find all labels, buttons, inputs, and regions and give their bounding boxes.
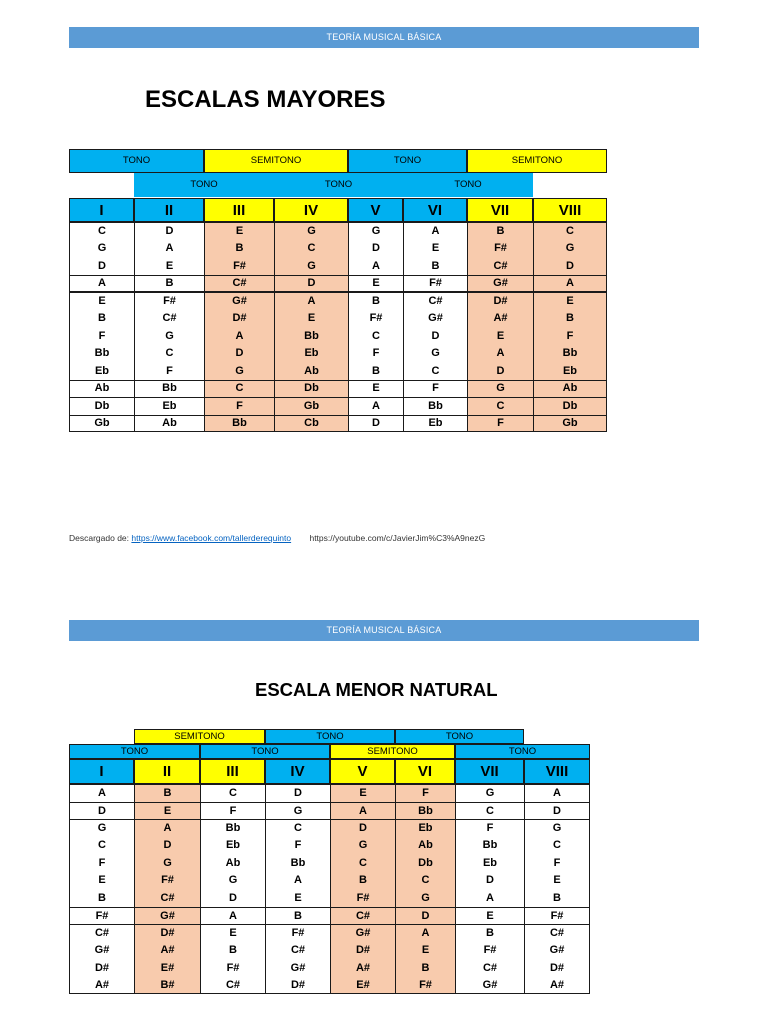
note-cell: D [69,257,134,275]
interval-label: TONO [200,744,330,759]
degree-header: VII [455,759,524,784]
note-cell: C [455,802,524,820]
note-cell: F [348,345,403,363]
note-cell: Bb [533,345,607,363]
interval-label: TONO [69,744,200,759]
note-cell: G [204,362,274,380]
note-cell: Bb [204,415,274,433]
note-cell: E [403,240,467,258]
degree-header: V [330,759,395,784]
note-cell: G# [467,275,533,293]
note-cell: C# [467,257,533,275]
note-cell: G# [265,959,330,977]
note-cell: Eb [274,345,348,363]
note-cell: D# [69,959,134,977]
note-cell: E [134,257,204,275]
note-cell: A [69,784,134,802]
note-cell: C# [69,924,134,942]
note-cell: F [467,415,533,433]
note-cell: D [533,257,607,275]
note-cell: D [204,345,274,363]
note-cell: E [265,889,330,907]
note-cell: A [403,222,467,240]
interval-label: TONO [274,173,403,197]
note-cell: A [455,889,524,907]
note-cell: C [69,837,134,855]
note-cell: F [69,327,134,345]
degree-header: I [69,759,134,784]
note-cell: D# [524,959,590,977]
note-cell: Bb [134,380,204,398]
note-cell: C# [455,959,524,977]
interval-label: TONO [134,173,274,197]
note-cell: B# [134,977,200,995]
note-cell: D [348,415,403,433]
note-cell: B [330,872,395,890]
note-cell: C# [200,977,265,995]
note-cell: B [69,889,134,907]
note-cell: D [134,222,204,240]
note-cell: Bb [403,397,467,415]
note-cell: B [200,942,265,960]
note-cell: G# [403,310,467,328]
note-cell: F# [330,889,395,907]
note-cell: F [204,397,274,415]
note-cell: G# [330,924,395,942]
note-cell: G [134,327,204,345]
note-cell: D [524,802,590,820]
note-cell: F# [69,907,134,925]
note-cell: G [348,222,403,240]
note-cell: E [274,310,348,328]
note-cell: B [524,889,590,907]
note-cell: Eb [134,397,204,415]
note-cell: Eb [395,819,455,837]
note-cell: Ab [200,854,265,872]
degree-header: II [134,759,200,784]
degree-header: V [348,198,403,222]
note-cell: F [395,784,455,802]
note-cell: D [265,784,330,802]
note-cell: G [274,257,348,275]
note-cell: E [524,872,590,890]
note-cell: D# [467,292,533,310]
note-cell: G# [455,977,524,995]
note-cell: C [533,222,607,240]
note-cell: F# [403,275,467,293]
interval-label: TONO [395,729,524,744]
note-cell: B [204,240,274,258]
note-cell: B [455,924,524,942]
note-cell: E [533,292,607,310]
note-cell: A [524,784,590,802]
note-cell: E [69,292,134,310]
note-cell: Ab [134,415,204,433]
note-cell: G [200,872,265,890]
note-cell: E [395,942,455,960]
note-cell: B [69,310,134,328]
note-cell: C [204,380,274,398]
degree-header: III [204,198,274,222]
note-cell: C [134,345,204,363]
note-cell: E [330,784,395,802]
note-cell: A [69,275,134,293]
note-cell: F# [204,257,274,275]
note-cell: D [69,802,134,820]
note-cell: Gb [533,415,607,433]
note-cell: B [395,959,455,977]
note-cell: E [134,802,200,820]
note-cell: F [403,380,467,398]
note-cell: Bb [200,819,265,837]
note-cell: F [455,819,524,837]
note-cell: Bb [395,802,455,820]
note-cell: A [348,257,403,275]
degree-header: VI [395,759,455,784]
note-cell: E [348,380,403,398]
note-cell: D# [265,977,330,995]
note-cell: Db [395,854,455,872]
note-cell: Gb [69,415,134,433]
note-cell: F# [348,310,403,328]
degree-header: II [134,198,204,222]
note-cell: C [524,837,590,855]
interval-label: SEMITONO [330,744,455,759]
note-cell: G [265,802,330,820]
note-cell: D [330,819,395,837]
degree-header: III [200,759,265,784]
note-cell: C# [265,942,330,960]
note-cell: C [69,222,134,240]
note-cell: Ab [69,380,134,398]
interval-label: TONO [69,149,204,173]
note-cell: G [69,819,134,837]
note-cell: D# [330,942,395,960]
note-cell: B [134,784,200,802]
note-cell: F [524,854,590,872]
note-cell: B [348,292,403,310]
download-footer [69,533,485,543]
note-cell: E [204,222,274,240]
note-cell: E# [330,977,395,995]
note-cell: F [69,854,134,872]
note-cell: G [455,784,524,802]
row-divider [69,380,607,381]
note-cell: F [134,362,204,380]
note-cell: E [467,327,533,345]
note-cell: D [348,240,403,258]
note-cell: A [274,292,348,310]
note-cell: C [200,784,265,802]
note-cell: G [134,854,200,872]
note-cell: G# [134,907,200,925]
note-cell: E [69,872,134,890]
degree-header: VIII [524,759,590,784]
degree-header: IV [274,198,348,222]
note-cell: D [134,837,200,855]
note-cell: D [200,889,265,907]
note-cell: G# [524,942,590,960]
note-cell: C# [134,310,204,328]
note-cell: C [467,397,533,415]
note-cell: C# [524,924,590,942]
note-cell: Eb [403,415,467,433]
note-cell: G [330,837,395,855]
note-cell: E [348,275,403,293]
note-cell: Eb [455,854,524,872]
interval-label: TONO [403,173,533,197]
page-banner: TEORÍA MUSICAL BÁSICA [69,27,699,48]
degree-header: I [69,198,134,222]
note-cell: D [467,362,533,380]
note-cell: C [395,872,455,890]
note-cell: F# [395,977,455,995]
note-cell: A [134,240,204,258]
note-cell: G [403,345,467,363]
note-cell: G# [69,942,134,960]
note-cell: D [395,907,455,925]
youtube-url: https://youtube.com/c/JavierJim%C3%A9nezG [309,533,486,543]
note-cell: F# [265,924,330,942]
page-title: ESCALAS MAYORES [145,86,386,113]
facebook-link[interactable]: https://www.facebook.com/tallerderequinto [131,533,292,543]
note-cell: F# [455,942,524,960]
note-cell: A [467,345,533,363]
note-cell: E [455,907,524,925]
note-cell: A [265,872,330,890]
row-divider [69,415,607,416]
note-cell: Ab [274,362,348,380]
note-cell: Bb [455,837,524,855]
note-cell: A# [467,310,533,328]
note-cell: A [533,275,607,293]
note-cell: F# [134,292,204,310]
interval-label: SEMITONO [467,149,607,173]
note-cell: E# [134,959,200,977]
note-cell: F [265,837,330,855]
note-cell: G [274,222,348,240]
interval-label: TONO [348,149,467,173]
note-cell: Bb [274,327,348,345]
footer-prefix: Descargado de: [69,533,130,543]
note-cell: B [533,310,607,328]
note-cell: B [348,362,403,380]
note-cell: C [274,240,348,258]
note-cell: A# [524,977,590,995]
note-cell: Ab [395,837,455,855]
degree-header: VIII [533,198,607,222]
page-title-2: ESCALA MENOR NATURAL [255,679,498,700]
note-cell: B [134,275,204,293]
note-cell: F# [134,872,200,890]
note-cell: F [533,327,607,345]
note-cell: C [348,327,403,345]
note-cell: C# [330,907,395,925]
note-cell: G [533,240,607,258]
note-cell: A [330,802,395,820]
interval-label: TONO [455,744,590,759]
interval-label: SEMITONO [134,729,265,744]
note-cell: C# [134,889,200,907]
interval-label: TONO [265,729,395,744]
note-cell: G [524,819,590,837]
note-cell: G [467,380,533,398]
note-cell: Db [69,397,134,415]
note-cell: C# [403,292,467,310]
note-cell: D [274,275,348,293]
note-cell: G [69,240,134,258]
note-cell: Ab [533,380,607,398]
note-cell: A# [330,959,395,977]
note-cell: Eb [200,837,265,855]
note-cell: F# [200,959,265,977]
note-cell: C [265,819,330,837]
degree-header: VII [467,198,533,222]
note-cell: Db [274,380,348,398]
note-cell: A [134,819,200,837]
degree-header: VI [403,198,467,222]
note-cell: F [200,802,265,820]
note-cell: D [455,872,524,890]
note-cell: G [395,889,455,907]
note-cell: Eb [69,362,134,380]
note-cell: A# [134,942,200,960]
note-cell: A [204,327,274,345]
note-cell: C [330,854,395,872]
note-cell: A [200,907,265,925]
degree-header: IV [265,759,330,784]
note-cell: D# [204,310,274,328]
note-cell: F# [524,907,590,925]
note-cell: B [403,257,467,275]
interval-label: SEMITONO [204,149,348,173]
note-cell: Cb [274,415,348,433]
note-cell: A [348,397,403,415]
note-cell: C# [204,275,274,293]
page-banner-2: TEORÍA MUSICAL BÁSICA [69,620,699,641]
note-cell: C [403,362,467,380]
note-cell: D [403,327,467,345]
note-cell: Gb [274,397,348,415]
row-divider [69,397,607,398]
note-cell: A# [69,977,134,995]
note-cell: Bb [265,854,330,872]
note-cell: Bb [69,345,134,363]
note-cell: B [265,907,330,925]
note-cell: G# [204,292,274,310]
note-cell: B [467,222,533,240]
note-cell: D# [134,924,200,942]
note-cell: A [395,924,455,942]
note-cell: F# [467,240,533,258]
note-cell: Db [533,397,607,415]
note-cell: Eb [533,362,607,380]
note-cell: E [200,924,265,942]
